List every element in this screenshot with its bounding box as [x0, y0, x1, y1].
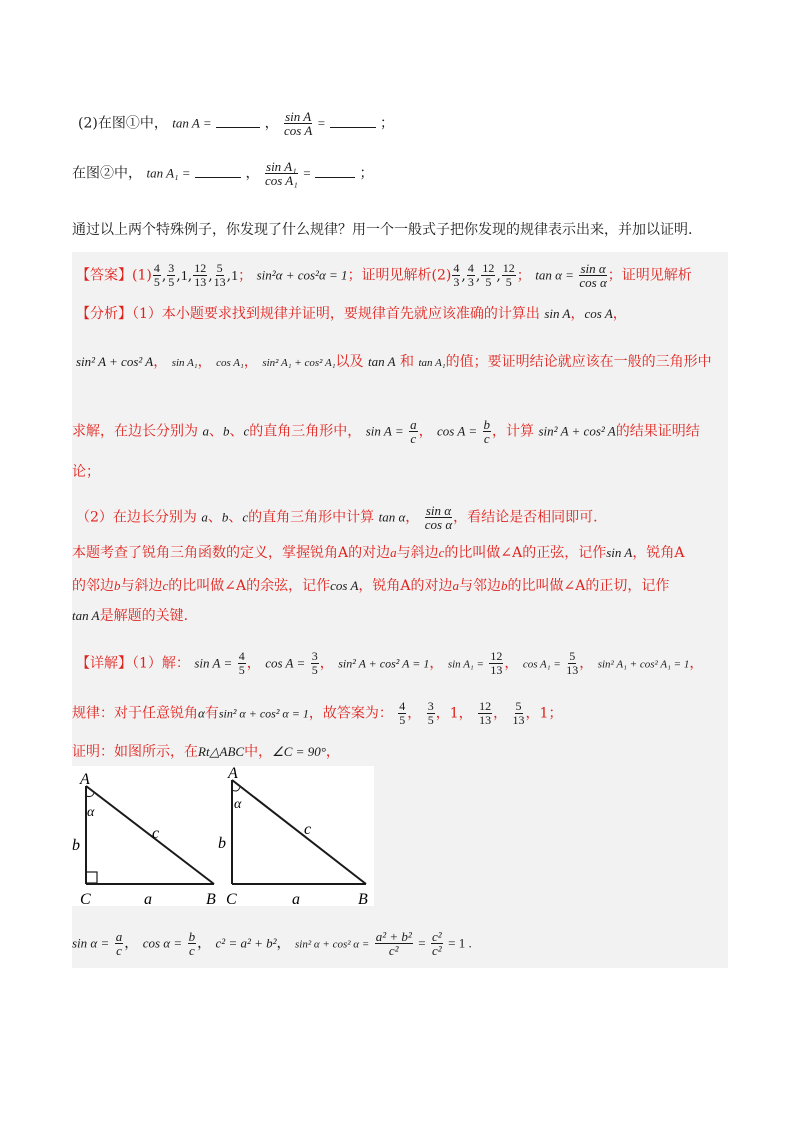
comma: , [161, 267, 167, 284]
text: 规律：对于任意锐角 [72, 705, 198, 722]
fraction [375, 930, 413, 957]
numerator: 5 [216, 261, 223, 275]
math-expr: sin A₁ [171, 357, 198, 369]
label-c: c [304, 821, 312, 838]
math-expr: cos A₁ [216, 357, 244, 369]
math-expr: c² = a² + b² [215, 935, 277, 951]
answer-fraction [452, 262, 460, 289]
fraction [311, 650, 319, 677]
answer-fraction [467, 262, 475, 289]
math-expr: sin A = [365, 423, 404, 439]
answer-blank[interactable] [195, 177, 241, 178]
denominator: 13 [479, 713, 492, 727]
math-expr: ∠C = 90° [272, 744, 326, 759]
answer-tag: 【答案】 [76, 267, 132, 284]
numerator: 4 [453, 261, 460, 275]
q2-prefix: (2)在图①中， [78, 115, 168, 132]
side-c [232, 780, 366, 884]
question-2-line-2 [72, 160, 373, 187]
text: （1）解： [132, 655, 190, 672]
text: 以及 [335, 354, 364, 370]
math-expr: sin² α + cos² α = [295, 938, 370, 951]
analysis-line-3: 求解，在边长分别为 a、b、c的直角三角形中， sin A = $\frac{a}{c}$ ， cos A = $\frac{b}{c}$ ，计算 sin² A + cos² A的结果证明结 [72, 417, 700, 446]
analysis-line-4: 论； [72, 464, 100, 480]
right-angle-mark [86, 872, 97, 883]
b-over-c [483, 418, 492, 445]
answer-blank[interactable] [330, 127, 376, 128]
analysis-remark-2 [72, 576, 669, 596]
equals: = [317, 115, 326, 131]
math-expr: sin² A + cos² A = 1 [338, 656, 430, 671]
label-C: C [80, 891, 91, 906]
numerator: 12 [502, 261, 515, 275]
answer-formula-1: sin²α + cos²α = 1 [256, 267, 348, 283]
var-c: c [162, 578, 169, 593]
side-c [86, 786, 214, 884]
var-b: b [114, 578, 121, 593]
math-expr: cos A = [437, 423, 478, 439]
text: 和 [400, 354, 415, 370]
sin-over-cos [425, 504, 452, 531]
numerator: c² [432, 929, 442, 944]
numerator: 4 [399, 699, 406, 713]
fraction [489, 650, 503, 677]
math-expr: sin A = [194, 655, 233, 671]
answer-fraction [153, 262, 161, 289]
answer-fractions-1 [152, 261, 253, 289]
denominator: cos α [424, 517, 453, 532]
analysis-line-2: sin² A + cos² A， sin A₁， cos A₁， sin² A₁ + cos² A₁以及 tan A 和 tan A₁的值；要证明结论就应该在一般的三角形中 [76, 354, 712, 370]
math-expr: tan A [367, 354, 396, 369]
q2-prefix-2: 在图②中， [72, 165, 142, 182]
label-a: a [144, 891, 152, 906]
text: 证明：如图所示，在 [72, 744, 198, 760]
denominator: 3 [467, 275, 474, 289]
numerator: 12 [490, 649, 503, 663]
denominator: c [410, 431, 417, 446]
text: 的直角三角形中计算 [248, 509, 375, 526]
fraction [398, 700, 406, 727]
numerator: 5 [569, 649, 576, 663]
analysis-line-5: （2）在边长分别为 a、b、c的直角三角形中计算 tan α， $\frac{\text{sin α}}{\text{cos α}}$ ，看结论是否相同即可. [76, 503, 598, 532]
denominator: cos α [579, 275, 607, 290]
comma: , [475, 267, 481, 284]
numerator: a [410, 417, 417, 432]
text: 的结果证明结 [615, 423, 700, 440]
numerator: 4 [153, 261, 160, 275]
equals: = [303, 165, 311, 181]
numerator: b [188, 929, 196, 944]
fraction [513, 700, 525, 727]
math-expr: = 1 . [448, 935, 472, 951]
analysis-tag: 【分析】 [76, 306, 132, 322]
label-alpha: α [234, 797, 242, 812]
detail-tag: 【详解】 [76, 655, 132, 672]
answer-text-2: ；证明见解析 [607, 267, 692, 284]
text: 中， [244, 744, 273, 760]
triangle-figures [72, 766, 374, 906]
label-b: b [218, 835, 226, 852]
question-2-line-1 [78, 110, 394, 137]
label-B: B [358, 891, 368, 906]
comma: , [226, 267, 232, 284]
math-expr: sin A₁ = [447, 658, 484, 671]
text: 的比叫做∠A的余弦，记作 [168, 578, 331, 594]
numerator: a² + b² [375, 929, 412, 944]
comma: , [461, 267, 466, 284]
detail-line-3 [72, 742, 340, 762]
numerator: 12 [482, 261, 495, 275]
math-sin-a: sin A [544, 306, 571, 321]
denominator: 5 [427, 713, 434, 727]
denominator: 5 [505, 275, 512, 289]
var-a: a [201, 509, 208, 525]
var-b: b [222, 423, 230, 439]
answer-formula-2: tan α = [535, 267, 574, 283]
tan-a1-label: tan A₁ = [146, 165, 191, 181]
denominator: 5 [153, 275, 160, 289]
text: ，计算 [492, 423, 535, 440]
tan-a-label: tan A = [172, 115, 212, 131]
label-A: A [80, 771, 90, 788]
answer-formula-2-fraction [579, 262, 606, 289]
math-expr: sin² A₁ + cos² A₁ = 1 [597, 658, 690, 671]
angle-arc [232, 787, 240, 791]
answer-fraction [481, 262, 495, 289]
fraction [566, 650, 578, 677]
denominator: c² [388, 943, 399, 958]
var-a: a [452, 578, 460, 593]
separator: ， [264, 115, 279, 132]
text: 求解，在边长分别为 [72, 423, 198, 440]
var-b: b [221, 509, 229, 525]
text: 本题考查了锐角三角函数的定义，掌握锐角A的对边 [72, 545, 391, 561]
var-c: c [438, 545, 445, 560]
semicolon: ； [516, 267, 531, 284]
math-expr: tan α [378, 509, 406, 525]
label-alpha: α [87, 805, 95, 820]
text: 的比叫做∠A的正切，记作 [507, 578, 670, 594]
triangle-1 [72, 771, 216, 906]
question-2-line-3: 通过以上两个特殊例子，你发现了什么规律？用一个一般式子把你发现的规律表示出来，并加以证明. [72, 222, 693, 238]
numerator: 3 [427, 699, 434, 713]
comma: , [176, 267, 181, 284]
text: ，故答案为： [308, 705, 393, 722]
analysis-remark-3 [72, 606, 188, 626]
text: 是解题的关键. [99, 608, 189, 624]
math-expr: tan A [72, 608, 100, 623]
text: 的比叫做∠A的正弦，记作 [444, 545, 607, 561]
analysis-remark-1 [72, 543, 685, 563]
text: 有 [204, 705, 219, 722]
math-expr: sin² α + cos² α = 1 [218, 706, 309, 721]
denominator: cos A₁ [264, 173, 298, 188]
text: ， [325, 744, 340, 760]
fraction [427, 700, 435, 727]
answer-fraction [167, 262, 175, 289]
sin-over-cos-fraction [284, 110, 312, 137]
text: ，锐角A的对边 [358, 578, 453, 594]
var-c: c [242, 509, 249, 525]
analysis-text: （1）本小题要求找到规律并证明，要规律首先就应该准确的计算出 [132, 306, 540, 322]
answer-fraction [502, 262, 516, 289]
denominator: 13 [566, 663, 579, 677]
denominator: cos A [284, 123, 313, 138]
math-expr: Rt△ABC [198, 744, 245, 759]
numerator: sin α [580, 261, 606, 276]
comma: , [208, 267, 213, 284]
text: ，看结论是否相同即可. [453, 509, 598, 526]
var-a: a [390, 545, 397, 560]
denominator: c [188, 943, 195, 958]
denominator: 13 [512, 713, 525, 727]
numerator: 4 [238, 649, 245, 663]
text: 与邻边 [459, 578, 502, 594]
label-a: a [292, 891, 300, 906]
math-expr: cos α = [142, 935, 183, 951]
answer-line [76, 262, 692, 289]
numerator: 12 [194, 261, 207, 275]
text: 与斜边 [120, 578, 163, 594]
answer-integer: 1 [180, 268, 188, 284]
label-B: B [206, 891, 216, 906]
label-b: b [72, 837, 80, 854]
denominator: 3 [453, 275, 460, 289]
angle-arc [86, 793, 94, 797]
denominator: 5 [399, 713, 406, 727]
numerator: b [483, 417, 491, 432]
answer-part-1: (1) [132, 267, 152, 284]
comma: , [496, 267, 501, 284]
text: ，1； [525, 705, 563, 722]
fraction [478, 700, 492, 727]
text: 的邻边 [72, 578, 114, 594]
comma: , [187, 267, 193, 284]
numerator: 12 [479, 699, 492, 713]
numerator: sin α [425, 503, 452, 518]
numerator: 4 [467, 261, 474, 275]
a-over-c [115, 930, 124, 957]
denominator: 13 [194, 275, 207, 289]
math-expr: sin A [606, 545, 633, 560]
text: 与斜边 [396, 545, 439, 561]
numerator: sin A₁ [266, 159, 297, 174]
semicolon: ； [238, 267, 253, 284]
var-b: b [501, 578, 508, 593]
label-C: C [226, 891, 237, 906]
numerator: 5 [515, 699, 522, 713]
answer-fraction [193, 262, 207, 289]
math-cos-a: cos A [584, 306, 613, 321]
label-c: c [152, 825, 160, 842]
math-expr: cos A = [265, 655, 306, 671]
denominator: 5 [238, 663, 245, 677]
detail-line-2: 规律：对于任意锐角α有sin² α + cos² α = 1，故答案为： $\frac{4}{5}$ ， $\frac{3}{5}$ ，1， $\frac{12}{13}$ ， $\frac{5}{13}$ ，1； [72, 699, 563, 727]
denominator: 13 [213, 275, 226, 289]
numerator: sin A [285, 109, 312, 124]
denominator: 13 [490, 663, 503, 677]
math-expr: cos A [330, 578, 359, 593]
answer-text-1: ；证明见解析(2) [347, 267, 452, 284]
math-expr: cos A₁ = [522, 658, 561, 671]
denominator: c [116, 943, 122, 958]
fraction [431, 930, 443, 957]
b-over-c [188, 930, 197, 957]
label-A: A [228, 766, 238, 782]
sin-over-cos-fraction [265, 160, 298, 187]
end-punct: ； [359, 165, 374, 182]
text: 的直角三角形中， [249, 423, 362, 440]
triangle-2 [218, 766, 368, 906]
text: ，锐角A [632, 545, 685, 561]
answer-fractions-2 [451, 261, 531, 289]
math-expr: sin² A + cos² A [538, 423, 616, 439]
text: （2）在边长分别为 [76, 509, 197, 526]
analysis-line-1: 【分析】（1）本小题要求找到规律并证明，要规律首先就应该准确的计算出 sin A，cos A， [76, 306, 627, 322]
var-c: c [243, 423, 250, 439]
answer-fraction [214, 262, 226, 289]
denominator: 5 [168, 275, 175, 289]
answer-integer: 1 [231, 268, 239, 284]
triangle-svg [72, 766, 374, 906]
math-expr: sin α = [72, 935, 110, 951]
text: 的值；要证明结论就应该在一般的三角形中 [445, 354, 712, 370]
detail-line-1: 【详解】（1）解： sin A = $\frac{4}{5}$ ， cos A = $\frac{3}{5}$ ， sin² A + cos² A = 1， sin A₁ = $\frac{12}{13}$ ， cos A₁ = $\frac{5}{13}$ ， sin² A₁ + cos² A₁ = 1， [76, 649, 704, 677]
denominator: 5 [311, 663, 318, 677]
denominator: c [483, 431, 490, 446]
separator: ， [245, 165, 260, 182]
numerator: 3 [168, 261, 175, 275]
end-punct: ； [380, 115, 395, 132]
math-expr: tan A₁ [418, 357, 446, 369]
numerator: 3 [311, 649, 318, 663]
a-over-c [409, 418, 418, 445]
final-formula-line: sin α = $\frac{a}{c}$ ， cos α = $\frac{b}{c}$ ， c² = a² + b²， sin² α + cos² α = $\frac{\text{a² + b²}}{\text{c²}}$ = $\frac{\text{c²}}{\text{c²}}$ = 1 . [72, 929, 472, 958]
math-expr: sin² A₁ + cos² A₁ [262, 357, 336, 369]
denominator: 5 [485, 275, 492, 289]
fraction [238, 650, 246, 677]
answer-blank[interactable] [315, 177, 355, 178]
var-alpha: α [198, 705, 205, 721]
var-a: a [202, 423, 209, 439]
denominator: c² [432, 943, 442, 958]
numerator: a [115, 929, 123, 944]
math-expr: sin² A + cos² A [76, 354, 154, 369]
answer-blank[interactable] [216, 127, 260, 128]
